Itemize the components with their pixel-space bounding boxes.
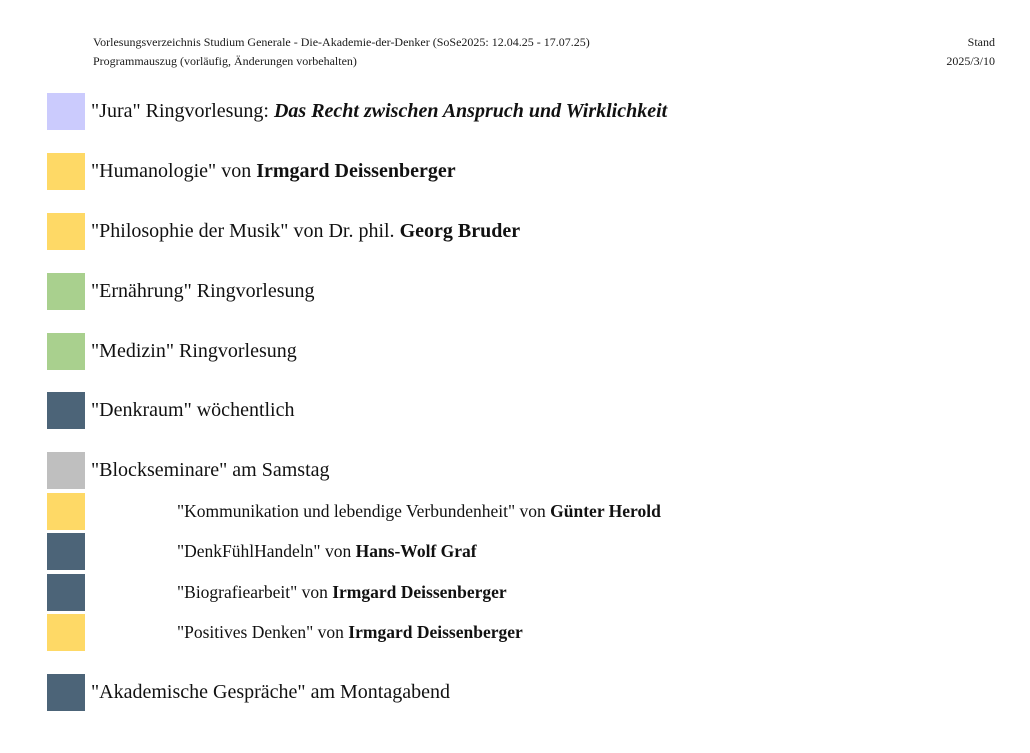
course-title xyxy=(91,452,330,489)
course-entry-humanologie xyxy=(0,153,1030,193)
seminar-title xyxy=(177,533,477,570)
course-entry-akademische-gespraeche xyxy=(0,674,1030,714)
category-color-swatch xyxy=(47,614,85,651)
course-entry-blockseminare xyxy=(0,452,1030,492)
course-entry-jura xyxy=(0,93,1030,133)
category-color-swatch xyxy=(47,93,85,130)
stand-date: 2025/3/10 xyxy=(946,54,995,68)
course-title xyxy=(91,674,450,711)
course-entry-denkraum xyxy=(0,392,1030,432)
course-name: "Philosophie der Musik" von Dr. phil. xyxy=(91,220,400,242)
seminar-title xyxy=(177,614,523,651)
course-title xyxy=(91,392,295,429)
category-color-swatch xyxy=(47,273,85,310)
lecturer-name: Günter Herold xyxy=(550,501,661,521)
seminar-name: "Positives Denken" von xyxy=(177,622,349,642)
course-entry-philosophie-der-musik xyxy=(0,213,1030,253)
category-color-swatch xyxy=(47,452,85,489)
lecturer-name: Irmgard Deissenberger xyxy=(348,622,523,642)
lecturer-name: Georg Bruder xyxy=(399,220,521,242)
header-subtitle: Programmauszug (vorläufig, Änderungen vorbehalten) xyxy=(93,54,357,68)
category-color-swatch xyxy=(47,493,85,530)
seminar-title xyxy=(177,574,507,611)
course-name: "Denkraum" wöchentlich xyxy=(91,399,295,421)
category-color-swatch xyxy=(47,153,85,190)
course-title xyxy=(91,213,520,250)
category-color-swatch xyxy=(47,533,85,570)
course-name: "Akademische Gespräche" am Montagabend xyxy=(91,681,450,703)
course-title xyxy=(91,273,315,310)
category-color-swatch xyxy=(47,333,85,370)
lecturer-name: Hans-Wolf Graf xyxy=(355,541,477,561)
course-name: "Medizin" Ringvorlesung xyxy=(91,340,297,362)
course-title xyxy=(91,333,297,370)
course-entry-medizin xyxy=(0,333,1030,373)
course-name: "Jura" Ringvorlesung: xyxy=(91,100,274,122)
lecturer-name: Irmgard Deissenberger xyxy=(332,582,507,602)
course-title xyxy=(91,93,667,130)
category-color-swatch xyxy=(47,392,85,429)
course-name: "Humanologie" von xyxy=(91,160,257,182)
seminar-name: "Kommunikation und lebendige Verbundenheit" von xyxy=(177,501,551,521)
seminar-entry-kommunikation xyxy=(0,493,1030,533)
course-name: "Blockseminare" am Samstag xyxy=(91,459,330,481)
seminar-name: "DenkFühlHandeln" von xyxy=(177,541,356,561)
category-color-swatch xyxy=(47,574,85,611)
course-name: "Ernährung" Ringvorlesung xyxy=(91,280,315,302)
course-entry-ernaehrung xyxy=(0,273,1030,313)
category-color-swatch xyxy=(47,213,85,250)
stand-label: Stand xyxy=(967,35,995,49)
seminar-name: "Biografiearbeit" von xyxy=(177,582,333,602)
seminar-entry-denkfuehlhandeln xyxy=(0,533,1030,573)
seminar-title xyxy=(177,493,661,530)
category-color-swatch xyxy=(47,674,85,711)
document-header xyxy=(93,33,590,71)
stand-info xyxy=(946,33,995,71)
header-title: Vorlesungsverzeichnis Studium Generale - Die-Akademie-der-Denker (SoSe2025: 12.04.25 - 17.07.25) xyxy=(93,35,590,49)
course-subtitle: Das Recht zwischen Anspruch und Wirklichkeit xyxy=(273,100,668,122)
course-title xyxy=(91,153,456,190)
seminar-entry-biografiearbeit xyxy=(0,574,1030,614)
lecturer-name: Irmgard Deissenberger xyxy=(256,160,456,182)
seminar-entry-positives-denken xyxy=(0,614,1030,654)
